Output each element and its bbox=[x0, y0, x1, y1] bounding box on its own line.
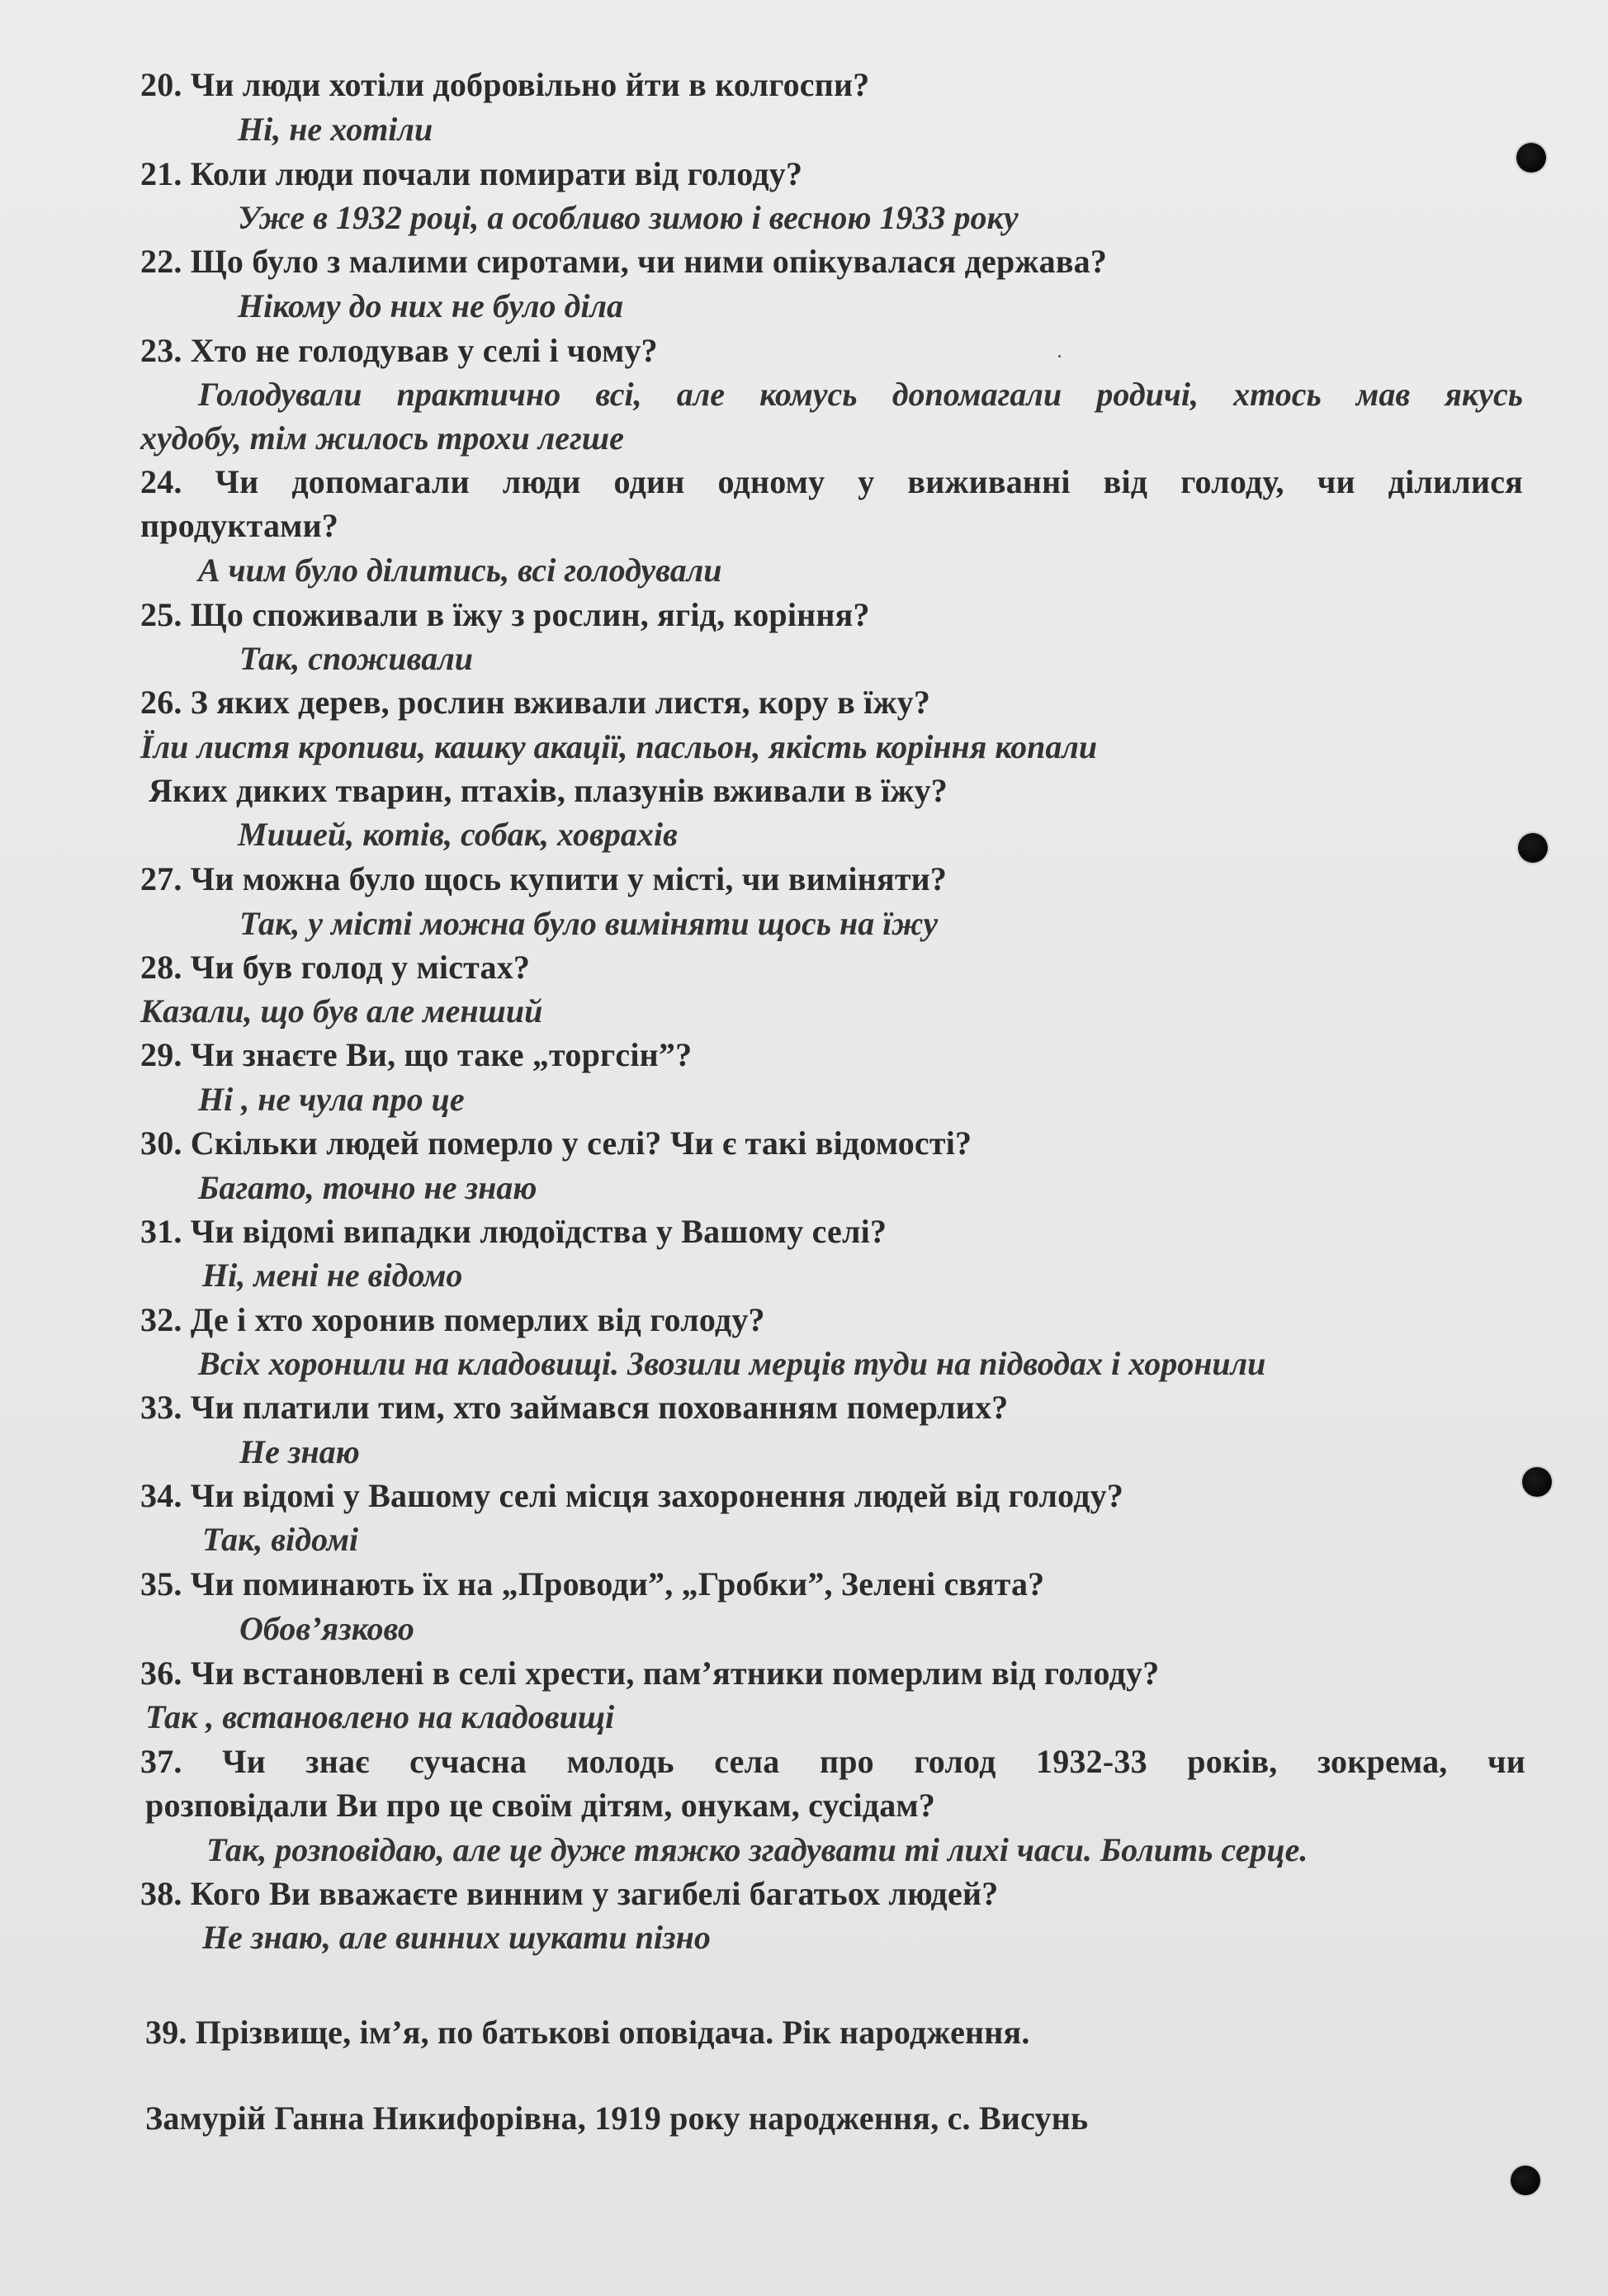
answer-25: Так, споживали bbox=[239, 640, 473, 677]
answer-36: Так , встановлено на кладовищі bbox=[145, 1698, 615, 1735]
answer-30: Багато, точно не знаю bbox=[198, 1169, 537, 1206]
answer-27: Так, у місті можна було виміняти щось на їжу bbox=[239, 905, 939, 942]
question-35: 35. Чи поминають їх на „Проводи”, „Гробки”, Зелені свята? bbox=[140, 1565, 1045, 1602]
subquestion-26: Яких диких тварин, птахів, плазунів вживали в їжу? bbox=[149, 772, 948, 809]
question-22: 22. Що було з малими сиротами, чи ними опікувалася держава? bbox=[140, 243, 1108, 280]
question-21: 21. Коли люди почали помирати від голоду? bbox=[140, 155, 803, 192]
question-34: 34. Чи відомі у Вашому селі місця захоронення людей від голоду? bbox=[140, 1477, 1124, 1514]
answer-29: Ні , не чула про це bbox=[198, 1081, 465, 1118]
answer-31: Ні, мені не відомо bbox=[202, 1257, 463, 1294]
answer-23-line-1: Голодували практично всі, але комусь допомагали родичі, хтось мав якусь bbox=[198, 376, 1523, 413]
question-37-line-2: розповідали Ви про це своїм дітям, онукам, сусідам? bbox=[145, 1787, 936, 1824]
question-24-line-1: 24. Чи допомагали люди один одному у виживанні від голоду, чи ділилися bbox=[140, 463, 1523, 500]
question-23: 23. Хто не голодував у селі і чому? bbox=[140, 332, 658, 369]
question-31: 31. Чи відомі випадки людоїдства у Вашому селі? bbox=[140, 1213, 887, 1250]
question-39: 39. Прізвище, ім’я, по батькові оповідача. Рік народження. bbox=[145, 2014, 1030, 2051]
question-29: 29. Чи знаєте Ви, що таке „торгсін”? bbox=[140, 1036, 693, 1073]
answer-24: А чим було ділитись, всі голодували bbox=[198, 552, 722, 589]
question-26: 26. З яких дерев, рослин вживали листя, кору в їжу? bbox=[140, 684, 931, 721]
answer-33: Не знаю bbox=[239, 1433, 360, 1470]
answer-23-line-2: худобу, тім жилось трохи легше bbox=[140, 419, 624, 457]
question-32: 32. Де і хто хоронив померлих від голоду? bbox=[140, 1301, 765, 1338]
question-37-line-1: 37. Чи знає сучасна молодь села про голод 1932-33 років, зокрема, чи bbox=[140, 1743, 1525, 1780]
answer-20: Ні, не хотіли bbox=[238, 111, 433, 148]
question-36: 36. Чи встановлені в селі хрести, пам’ятники померлим від голоду? bbox=[140, 1655, 1160, 1692]
question-33: 33. Чи платили тим, хто займався похованням померлих? bbox=[140, 1389, 1009, 1426]
answer-34: Так, відомі bbox=[202, 1521, 359, 1558]
answer-38: Не знаю, але винних шукати пізно bbox=[202, 1919, 711, 1956]
question-25: 25. Що споживали в їжу з рослин, ягід, коріння? bbox=[140, 596, 870, 633]
answer-32: Всіх хоронили на кладовищі. Звозили мерців туди на підводах і хоронили bbox=[198, 1345, 1266, 1382]
respondent-info: Замурій Ганна Никифорівна, 1919 року народження, с. Висунь bbox=[145, 2100, 1089, 2137]
question-24-line-2: продуктами? bbox=[140, 507, 339, 544]
answer-35: Обов’язково bbox=[239, 1610, 414, 1647]
question-30: 30. Скільки людей померло у селі? Чи є такі відомості? bbox=[140, 1124, 972, 1162]
subanswer-26: Мишей, котів, собак, ховрахів bbox=[238, 816, 678, 853]
question-28: 28. Чи був голод у містах? bbox=[140, 949, 531, 986]
answer-26: Їли листя кропиви, кашку акації, пасльон, якість коріння копали bbox=[140, 728, 1098, 765]
answer-22: Нікому до них не було діла bbox=[238, 287, 623, 324]
question-38: 38. Кого Ви вважаєте винним у загибелі багатьох людей? bbox=[140, 1875, 999, 1912]
question-20: 20. Чи люди хотіли добровільно йти в колгоспи? bbox=[140, 66, 870, 103]
question-27: 27. Чи можна було щось купити у місті, чи виміняти? bbox=[140, 860, 948, 897]
answer-21: Уже в 1932 році, а особливо зимою і весною 1933 року bbox=[238, 199, 1019, 236]
answer-37: Так, розповідаю, але це дуже тяжко згадувати ті лихі часи. Болить серце. bbox=[206, 1831, 1308, 1868]
punch-hole-4 bbox=[1511, 2166, 1540, 2195]
answer-28: Казали, що був але менший bbox=[140, 992, 543, 1030]
